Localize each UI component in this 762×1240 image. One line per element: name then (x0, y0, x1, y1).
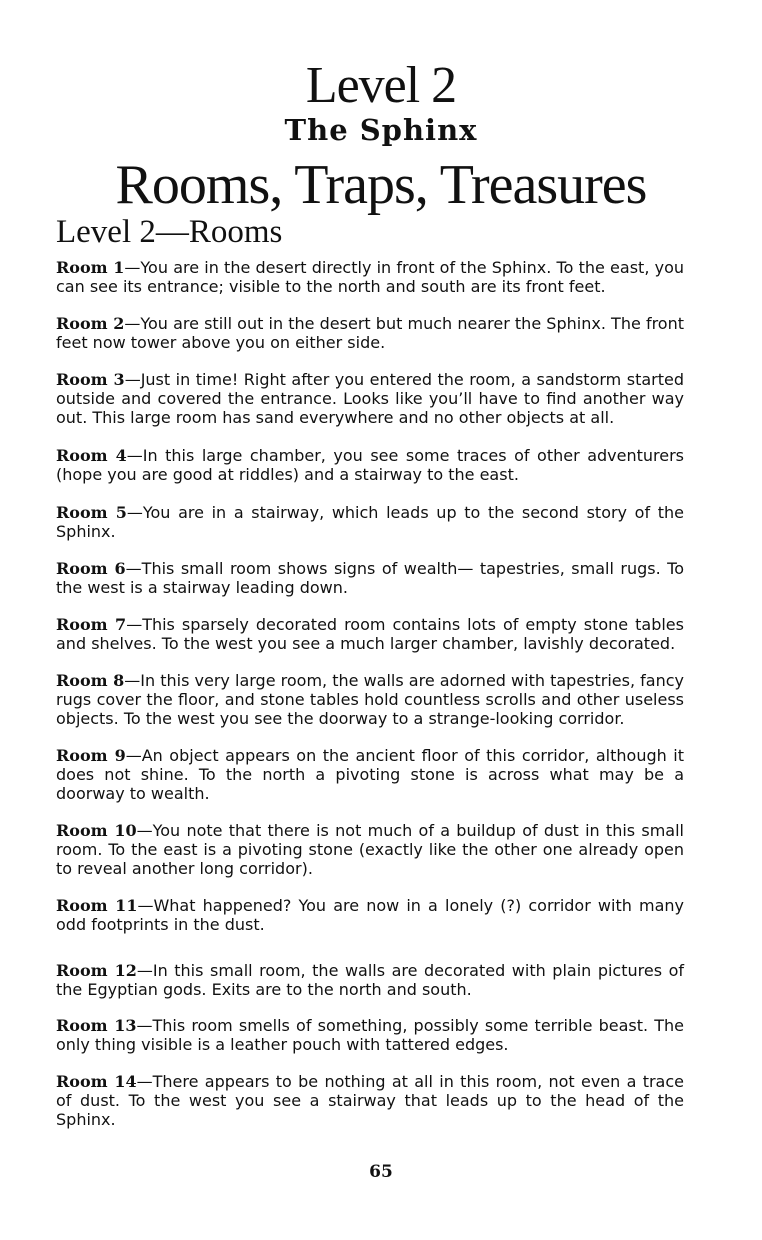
room-description: —What happened? You are now in a lonely (?) corridor with many odd footprints in the dust. (56, 896, 685, 934)
room-label: Room 2 (56, 314, 125, 333)
room-description: —You are still out in the desert but much nearer the Sphinx. The front feet now tower above you on either side. (56, 314, 685, 352)
room-entry (56, 559, 684, 597)
room-entry (56, 370, 684, 427)
room-entry (56, 961, 684, 999)
room-entry (56, 503, 684, 541)
room-label: Room 4 (56, 446, 127, 465)
room-entry (56, 671, 684, 728)
room-entry (56, 896, 684, 934)
room-description: —In this very large room, the walls are adorned with tapestries, fancy rugs cover the floor, and stone tables hold countless scrolls and other useless objects. To the west you see the doorway to a strange-looking corridor. (56, 671, 684, 728)
room-description: —This small room shows signs of wealth— tapestries, small rugs. To the west is a stairway leading down. (56, 559, 684, 597)
section-heading: Level 2—Rooms (56, 214, 283, 250)
room-label: Room 11 (56, 896, 138, 915)
room-entry (56, 746, 684, 803)
room-label: Room 10 (56, 821, 137, 840)
room-label: Room 14 (56, 1072, 137, 1091)
room-description: —Just in time! Right after you entered the room, a sandstorm started outside and covered the entrance. Looks like you’ll have to find another way out. This large room has sand everywhere and no other objects at all. (56, 370, 684, 427)
room-description: —This sparsely decorated room contains lots of empty stone tables and shelves. To the west you see a much larger chamber, lavishly decorated. (56, 615, 684, 653)
level-subtitle: The Sphinx (284, 113, 478, 147)
page-number: 65 (369, 1162, 393, 1182)
room-label: Room 7 (56, 615, 127, 634)
level-title: Level 2 (305, 57, 457, 114)
room-description: —An object appears on the ancient floor of this corridor, although it does not shine. To the north a pivoting stone is across what may be a doorway to wealth. (56, 746, 684, 803)
room-description: —You are in the desert directly in front of the Sphinx. To the east, you can see its entrance; visible to the north and south are its front feet. (56, 258, 685, 296)
room-label: Room 13 (56, 1016, 137, 1035)
room-entry (56, 1072, 684, 1129)
room-description: —You are in a stairway, which leads up to the second story of the Sphinx. (56, 503, 684, 541)
room-label: Room 1 (56, 258, 125, 277)
room-entry (56, 615, 684, 653)
chapter-title: Rooms, Traps, Treasures (115, 154, 647, 216)
room-description: —There appears to be nothing at all in this room, not even a trace of dust. To the west you see a stairway that leads up to the head of the Sphinx. (56, 1072, 685, 1129)
room-description: —In this small room, the walls are decorated with plain pictures of the Egyptian gods. Exits are to the north and south. (56, 961, 684, 999)
room-description: —You note that there is not much of a buildup of dust in this small room. To the east is a pivoting stone (exactly like the other one already open to reveal another long corridor). (56, 821, 685, 878)
room-label: Room 6 (56, 559, 126, 578)
room-label: Room 5 (56, 503, 127, 522)
room-entry (56, 446, 684, 484)
room-label: Room 8 (56, 671, 125, 690)
room-description: —In this large chamber, you see some traces of other adventurers (hope you are good at riddles) and a stairway to the east. (56, 446, 685, 484)
room-entry (56, 1016, 684, 1054)
room-label: Room 12 (56, 961, 137, 980)
room-entry (56, 314, 684, 352)
room-label: Room 3 (56, 370, 125, 389)
room-description: —This room smells of something, possibly some terrible beast. The only thing visible is a leather pouch with tattered edges. (56, 1016, 685, 1054)
room-entry (56, 258, 684, 296)
room-label: Room 9 (56, 746, 126, 765)
room-entry (56, 821, 684, 878)
